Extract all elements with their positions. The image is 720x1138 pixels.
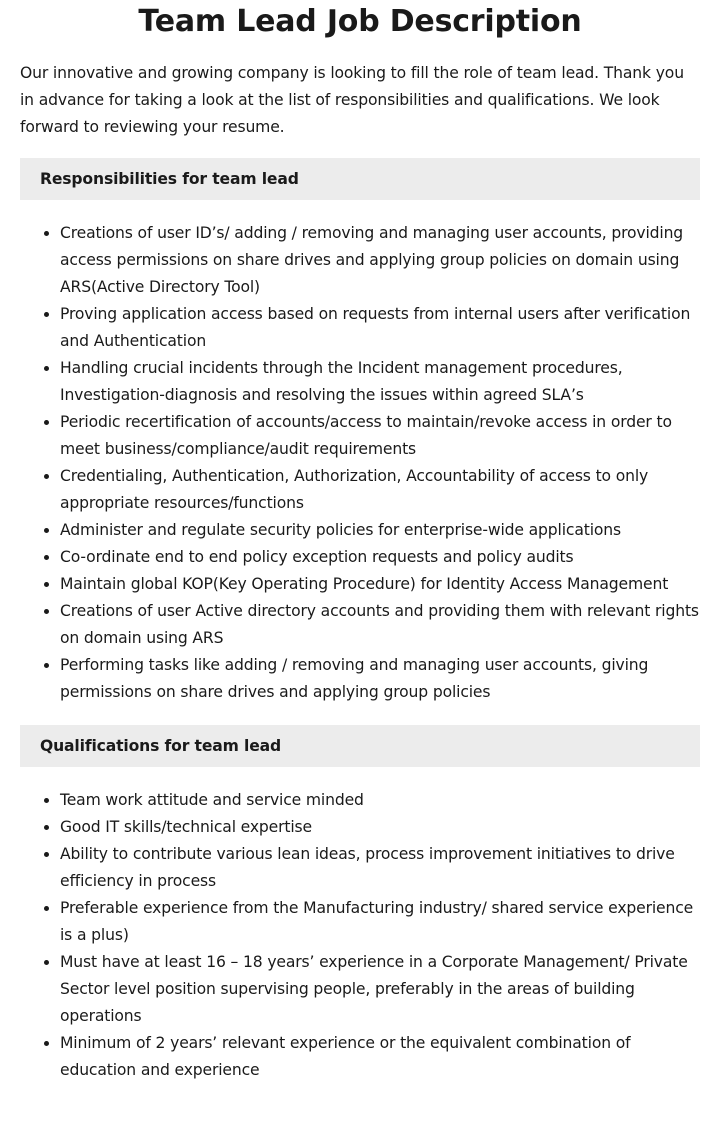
list-item: • Creations of user ID’s/ adding / removing and managing user accounts, providing access permissions on share drives and applying group policies on domain using ARS(Active Directory Tool) [60, 220, 700, 301]
qualifications-list [20, 787, 700, 1084]
list-item: • Team work attitude and service minded [60, 787, 700, 814]
list-item: • Co-ordinate end to end policy exception requests and policy audits [60, 544, 700, 571]
list-item: • Proving application access based on requests from internal users after verification and Authentication [60, 301, 700, 355]
qualifications-heading: Qualifications for team lead [20, 725, 700, 767]
responsibilities-list [20, 220, 700, 706]
list-item: • Handling crucial incidents through the Incident management procedures, Investigation-diagnosis and resolving the issues within agreed SLA’s [60, 355, 700, 409]
list-item: • Periodic recertification of accounts/access to maintain/revoke access in order to meet business/compliance/audit requirements [60, 409, 700, 463]
list-item: • Maintain global KOP(Key Operating Procedure) for Identity Access Management [60, 571, 700, 598]
list-item: • Administer and regulate security policies for enterprise-wide applications [60, 517, 700, 544]
list-item: • Minimum of 2 years’ relevant experience or the equivalent combination of education and experience [60, 1030, 700, 1084]
responsibilities-heading: Responsibilities for team lead [20, 158, 700, 200]
list-item: • Creations of user Active directory accounts and providing them with relevant rights on domain using ARS [60, 598, 700, 652]
list-item: • Must have at least 16 – 18 years’ experience in a Corporate Management/ Private Sector level position supervising people, preferably in the areas of building operations [60, 949, 700, 1030]
list-item: • Good IT skills/technical expertise [60, 814, 700, 841]
intro-paragraph: Our innovative and growing company is looking to fill the role of team lead. Thank you in advance for taking a look at the list of responsibilities and qualifications. We look forward to reviewing your resume. [20, 64, 684, 136]
page-title: Team Lead Job Description [138, 4, 582, 39]
list-item: • Credentialing, Authentication, Authorization, Accountability of access to only appropriate resources/functions [60, 463, 700, 517]
list-item: • Ability to contribute various lean ideas, process improvement initiatives to drive efficiency in process [60, 841, 700, 895]
list-item: • Preferable experience from the Manufacturing industry/ shared service experience is a plus) [60, 895, 700, 949]
list-item: • Performing tasks like adding / removing and managing user accounts, giving permissions on share drives and applying group policies [60, 652, 700, 706]
